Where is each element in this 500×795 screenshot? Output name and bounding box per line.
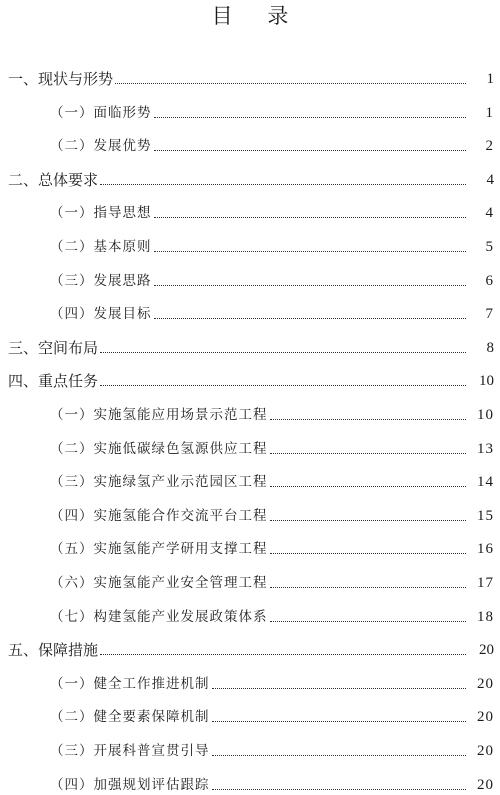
- toc-subsection-entry[interactable]: [50, 269, 494, 291]
- toc-page-number: 5: [485, 239, 494, 255]
- toc-subsection-entry[interactable]: [50, 403, 494, 425]
- toc-subsection-entry[interactable]: [50, 437, 494, 459]
- toc-dot-leader: [100, 654, 466, 655]
- toc-subsection-entry[interactable]: [50, 605, 494, 627]
- toc-subsection-entry[interactable]: [50, 537, 494, 559]
- toc-entry-label: （二）基本原则: [50, 239, 152, 255]
- toc-dot-leader: [270, 486, 467, 487]
- toc-entry-label: （三）开展科普宣贯引导: [50, 743, 210, 759]
- toc-dot-leader: [270, 453, 467, 454]
- toc-dot-leader: [100, 385, 466, 386]
- toc-entry-label: 一、现状与形势: [8, 70, 114, 88]
- toc-page-number: 15: [477, 507, 494, 524]
- toc-page-number: 20: [477, 709, 494, 726]
- toc-entry-label: （四）加强规划评估跟踪: [50, 776, 210, 793]
- toc-dot-leader: [100, 352, 466, 353]
- toc-dot-leader: [154, 285, 467, 286]
- toc-subsection-entry[interactable]: [50, 773, 494, 795]
- toc-page-number: 4: [486, 171, 494, 188]
- toc-dot-leader: [154, 318, 467, 319]
- toc-dot-leader: [212, 721, 467, 722]
- toc-entry-label: （五）实施氢能产学研用支撑工程: [50, 541, 268, 558]
- toc-entry-label: 五、保障措施: [8, 641, 99, 660]
- toc-entry-label: 三、空间布局: [8, 338, 99, 357]
- toc-page-number: 16: [477, 541, 494, 558]
- toc-page-number: 20: [477, 743, 494, 759]
- toc-page-number: 10: [477, 407, 494, 423]
- toc-dot-leader: [154, 251, 467, 252]
- toc-entry-label: （一）指导思想: [50, 205, 152, 222]
- toc-entry-label: （二）发展优势: [50, 138, 152, 155]
- toc-page-number: 14: [477, 474, 494, 491]
- toc-dot-leader: [115, 83, 466, 84]
- toc-subsection-entry[interactable]: [50, 504, 494, 526]
- toc-dot-leader: [212, 688, 467, 689]
- toc-entry-label: （四）实施氢能合作交流平台工程: [50, 507, 268, 524]
- toc-subsection-entry[interactable]: [50, 201, 494, 223]
- toc-page-number: 10: [479, 373, 494, 390]
- toc-dot-leader: [270, 520, 467, 521]
- toc-page-number: 2: [485, 138, 494, 155]
- toc-page-number: 20: [477, 776, 494, 793]
- toc-subsection-entry[interactable]: [50, 235, 494, 257]
- toc-entry-label: （一）面临形势: [50, 104, 152, 121]
- toc-page-number: 4: [485, 205, 494, 222]
- toc-page-number: 17: [477, 575, 494, 591]
- toc-subsection-entry[interactable]: [50, 672, 494, 694]
- toc-page-number: 7: [485, 306, 494, 323]
- toc-dot-leader: [154, 217, 467, 218]
- toc-entry-label: 二、总体要求: [8, 170, 99, 189]
- toc-title: 目 录: [211, 4, 303, 28]
- toc-subsection-entry[interactable]: [50, 134, 494, 156]
- toc-dot-leader: [270, 419, 467, 420]
- toc-dot-leader: [154, 150, 467, 151]
- toc-subsection-entry[interactable]: [50, 101, 494, 123]
- toc-subsection-entry[interactable]: [50, 470, 494, 492]
- toc-subsection-entry[interactable]: [50, 302, 494, 324]
- toc-entry-label: （三）发展思路: [50, 272, 152, 289]
- toc-dot-leader: [212, 755, 467, 756]
- toc-entry-label: （三）实施绿氢产业示范园区工程: [50, 474, 268, 491]
- toc-page-number: 6: [485, 272, 494, 289]
- toc-section-entry[interactable]: [8, 67, 494, 89]
- toc-section-entry[interactable]: [8, 369, 494, 391]
- toc-entry-label: （一）健全工作推进机制: [50, 675, 210, 692]
- toc-entry-label: （七）构建氢能产业发展政策体系: [50, 608, 268, 625]
- toc-subsection-entry[interactable]: [50, 571, 494, 593]
- toc-page-number: 8: [486, 339, 494, 356]
- toc-subsection-entry[interactable]: [50, 739, 494, 761]
- toc-dot-leader: [270, 621, 467, 622]
- toc-dot-leader: [212, 789, 467, 790]
- toc-dot-leader: [270, 553, 467, 554]
- toc-page-number: 1: [485, 104, 494, 121]
- toc-dot-leader: [270, 587, 467, 588]
- toc-section-entry[interactable]: [8, 336, 494, 358]
- toc-entry-label: （二）实施低碳绿色氢源供应工程: [50, 440, 268, 457]
- toc-entry-label: （二）健全要素保障机制: [50, 709, 210, 726]
- toc-entry-label: （六）实施氢能产业安全管理工程: [50, 575, 268, 591]
- toc-dot-leader: [100, 184, 466, 185]
- toc-entry-label: （四）发展目标: [50, 306, 152, 323]
- toc-page-number: 20: [479, 642, 494, 659]
- toc-subsection-entry[interactable]: [50, 705, 494, 727]
- toc-page-number: 18: [477, 608, 494, 625]
- toc-section-entry[interactable]: [8, 638, 494, 660]
- toc-page-number: 13: [477, 440, 494, 457]
- toc-entry-label: （一）实施氢能应用场景示范工程: [50, 407, 268, 423]
- toc-dot-leader: [154, 117, 467, 118]
- toc-page-number: 1: [486, 71, 494, 87]
- toc-entry-label: 四、重点任务: [8, 372, 99, 391]
- toc-section-entry[interactable]: [8, 168, 494, 190]
- toc-page-number: 20: [477, 675, 494, 692]
